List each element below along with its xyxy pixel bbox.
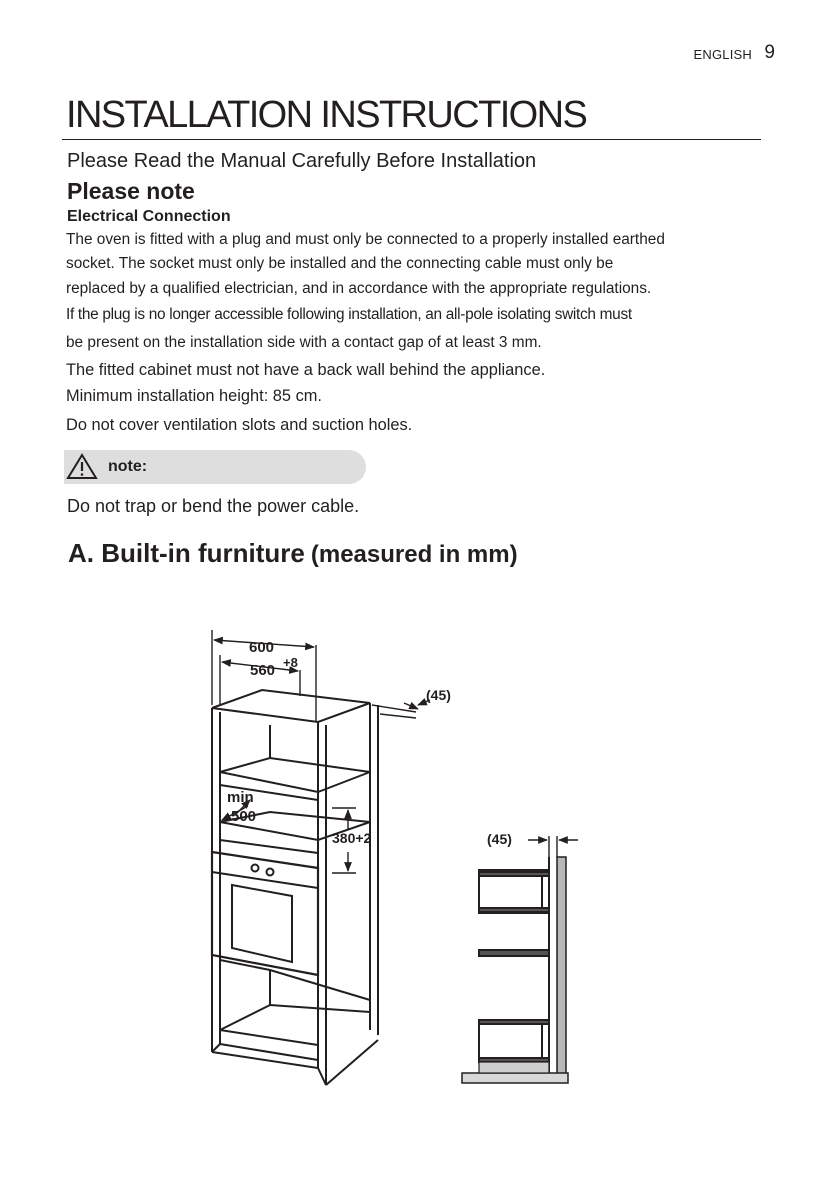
cabinet-line: Minimum installation height: 85 cm. xyxy=(66,387,322,405)
electrical-line: replaced by a qualified electrician, and in accordance with the appropriate regulations. xyxy=(66,280,652,297)
note-label: note: xyxy=(108,458,148,475)
page-title: INSTALLATION INSTRUCTIONS xyxy=(66,94,587,136)
dim-600: 600 xyxy=(249,639,275,656)
page-number: 9 xyxy=(764,42,775,63)
dim-min-label: min xyxy=(227,789,254,806)
dim-560-tol: +8 xyxy=(283,655,298,670)
header-language: ENGLISH xyxy=(693,47,752,62)
section-a-title: A. Built-in furniture xyxy=(68,538,305,568)
section-a-unit: (measured in mm) xyxy=(310,541,518,568)
dim-depth-gap: (45) xyxy=(426,687,451,703)
electrical-line: be present on the installation side with a contact gap of at least 3 mm. xyxy=(66,334,542,351)
cabinet-drawing xyxy=(212,630,430,1085)
dim-560: 560 xyxy=(250,662,276,679)
electrical-line: If the plug is no longer accessible following installation, an all-pole isolating switch must xyxy=(66,306,632,323)
dim-min-value: 500 xyxy=(231,808,257,825)
cable-warning: Do not trap or bend the power cable. xyxy=(67,496,360,516)
cabinet-line: The fitted cabinet must not have a back wall behind the appliance. xyxy=(66,361,546,379)
electrical-line: The oven is fitted with a plug and must only be connected to a properly installed earthed xyxy=(66,231,665,248)
electrical-connection-heading: Electrical Connection xyxy=(67,208,231,225)
dim-side-gap: (45) xyxy=(487,831,512,847)
dim-niche-height: 380+2 xyxy=(332,830,372,846)
cabinet-line: Do not cover ventilation slots and suction holes. xyxy=(66,416,413,434)
side-view-drawing xyxy=(462,836,578,1083)
electrical-line: socket. The socket must only be installed and the connecting cable must only be xyxy=(66,255,614,272)
please-note-heading: Please note xyxy=(67,178,195,204)
subtitle: Please Read the Manual Carefully Before Installation xyxy=(67,150,537,172)
